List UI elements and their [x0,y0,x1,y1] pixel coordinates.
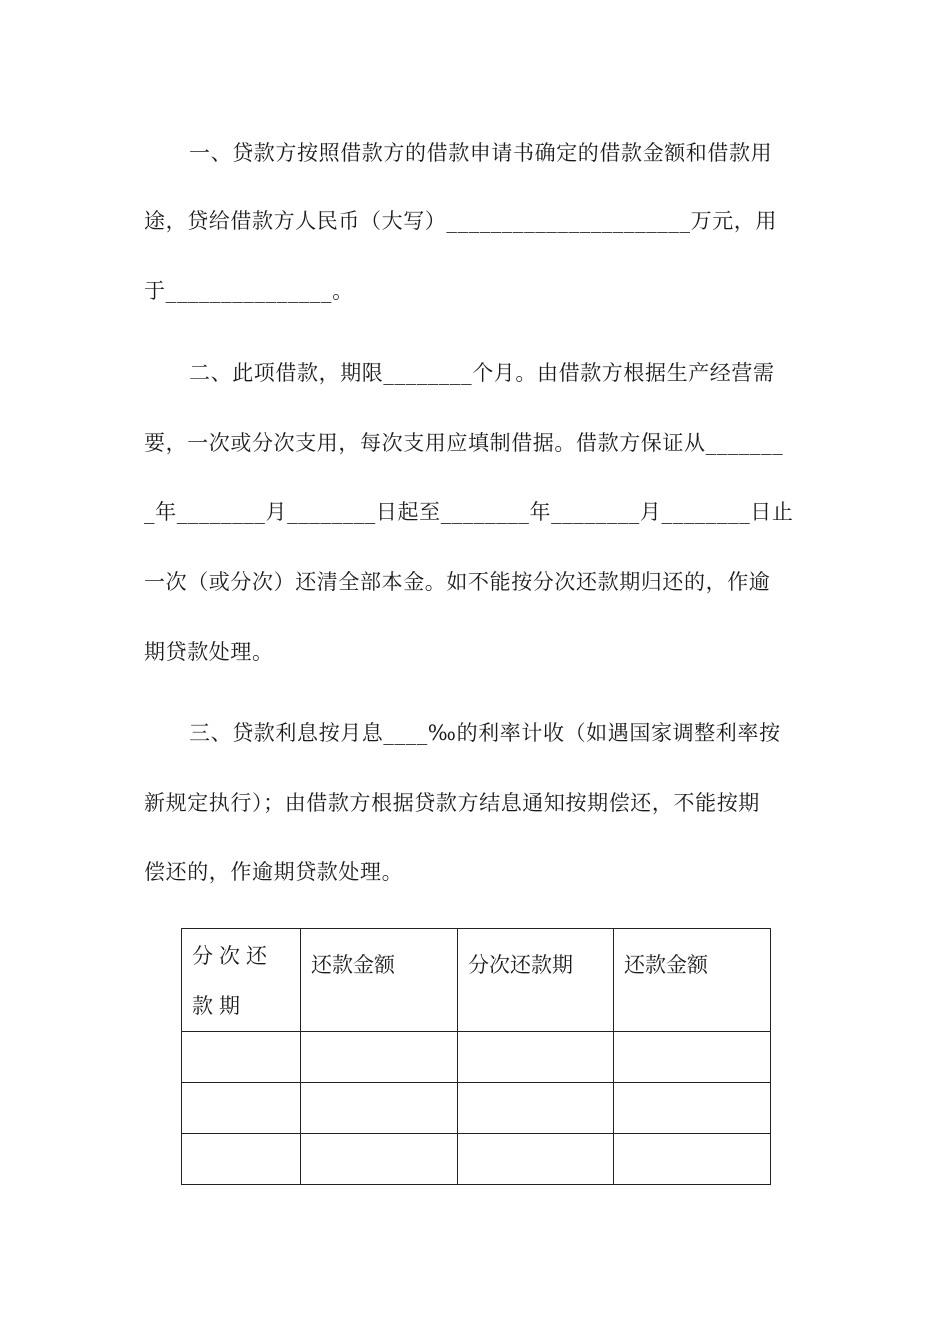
header-cell-repayment-amount [301,929,458,1032]
table-cell [614,1083,771,1134]
table-cell [458,1083,614,1134]
table-cell [458,1134,614,1185]
clause-2-line-3: _年________月________日起至________年________月________日止 [144,500,794,524]
clause-2-line-5: 期贷款处理。 [144,640,274,664]
table-cell [182,1134,301,1185]
table-cell [458,1032,614,1083]
clause-2-line-2: 要，一次或分次支用，每次支用应填制借据。借款方保证从_______ [144,431,784,455]
table-cell [301,1083,458,1134]
clause-1-line-1: 一、贷款方按照借款方的借款申请书确定的借款金额和借款用 [189,141,773,165]
header-label: 还款金额 [624,953,708,977]
clause-1-line-2: 途，贷给借款方人民币（大写）______________________万元，用 [144,209,777,233]
table-cell [614,1032,771,1083]
table-cell [182,1083,301,1134]
clause-2-line-1: 二、此项借款，期限________个月。由借款方根据生产经营需 [189,361,775,385]
header-label: 分次还款期 [192,944,273,1018]
table-cell [614,1134,771,1185]
table-cell [301,1134,458,1185]
clause-1-line-3: 于_______________。 [144,279,354,303]
header-cell-installment-period [182,929,301,1032]
header-cell-repayment-amount [614,929,771,1032]
header-label: 分次还款期 [468,953,573,977]
table-cell [301,1032,458,1083]
table-row [182,1134,771,1185]
header-label: 还款金额 [311,953,395,977]
repayment-table [181,928,771,1185]
table-cell [182,1032,301,1083]
clause-3-line-1: 三、贷款利息按月息____‰的利率计收（如遇国家调整利率按 [189,721,781,745]
table-header-row [182,929,771,1032]
table-row [182,1083,771,1134]
table-row [182,1032,771,1083]
clause-2-line-4: 一次（或分次）还清全部本金。如不能按分次还款期归还的，作逾 [144,570,771,594]
header-cell-installment-period [458,929,614,1032]
clause-3-line-2: 新规定执行）；由借款方根据贷款方结息通知按期偿还，不能按期 [144,791,760,815]
clause-3-line-3: 偿还的，作逾期贷款处理。 [144,860,404,884]
